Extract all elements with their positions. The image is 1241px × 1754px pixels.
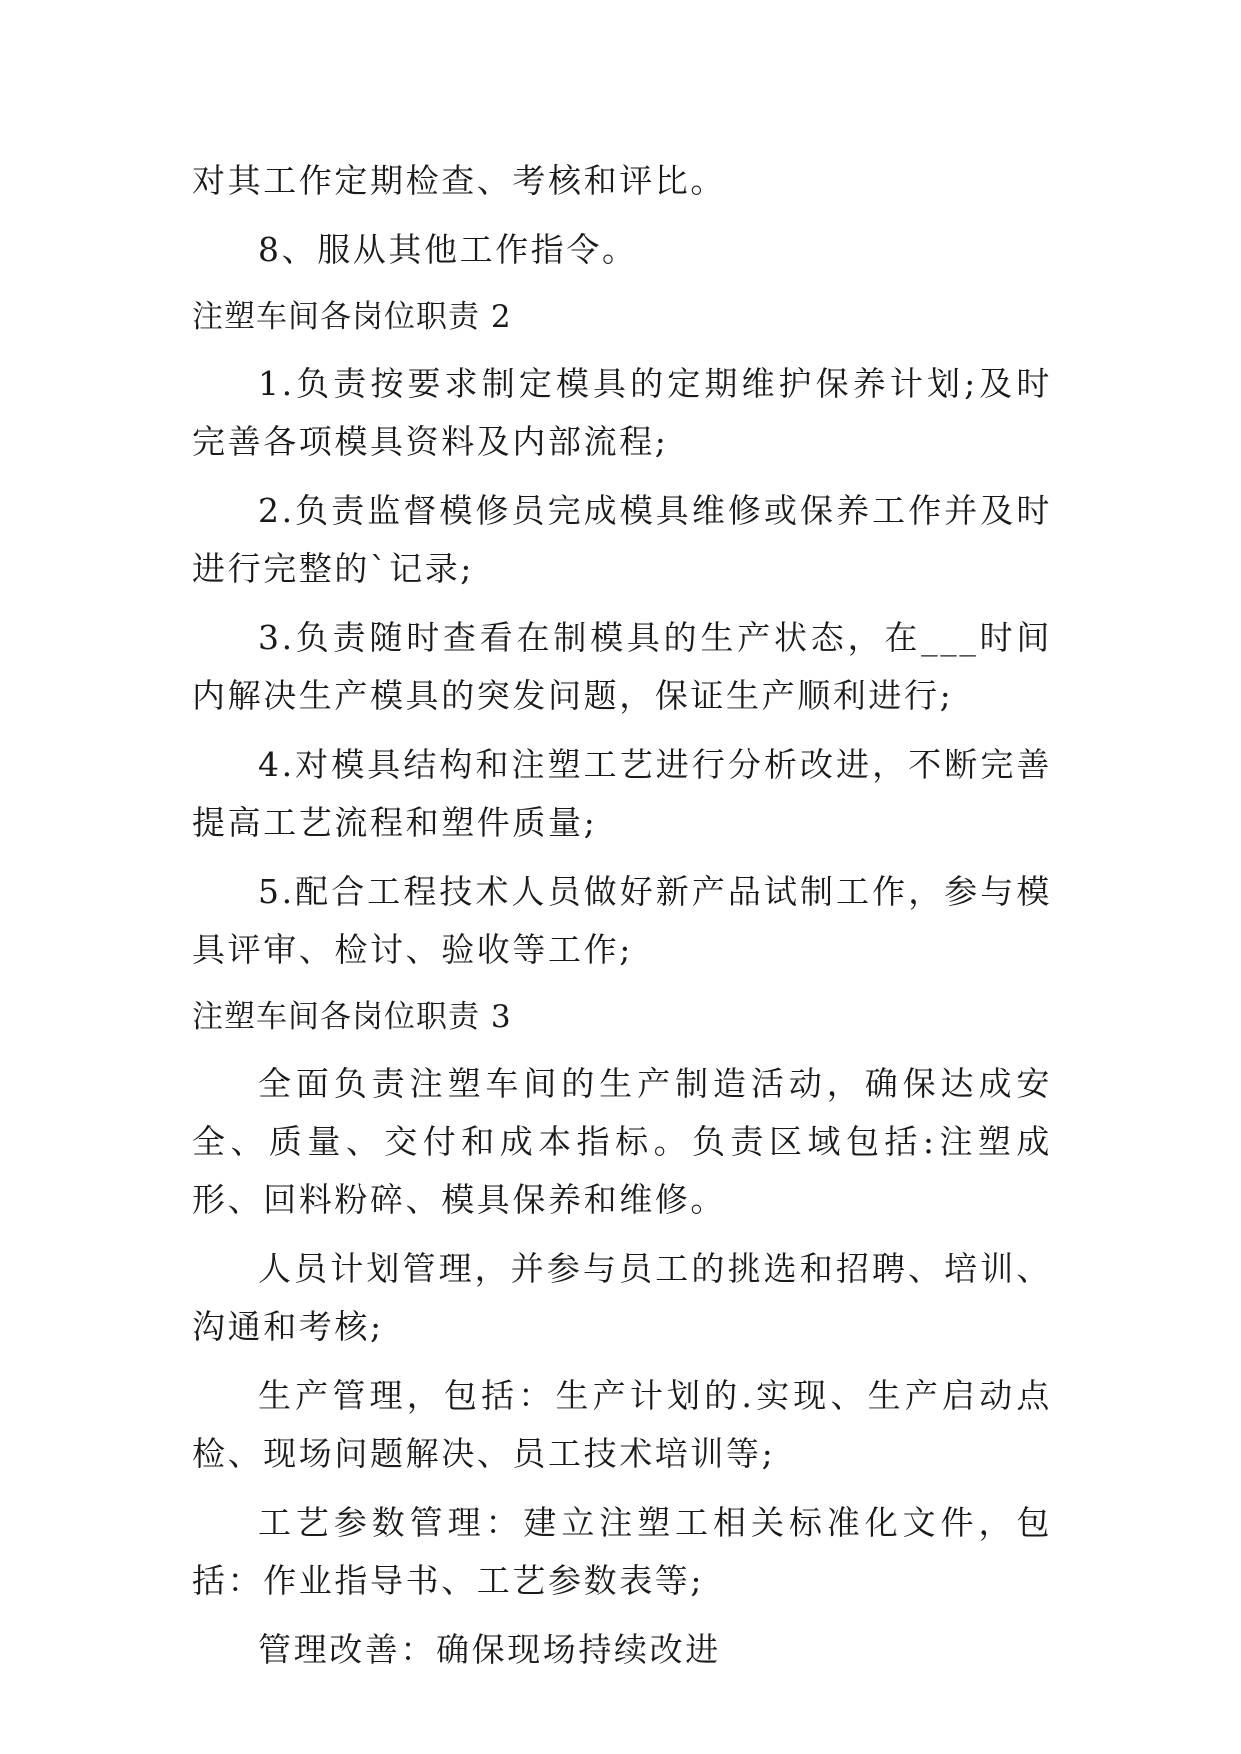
paragraph-personnel: 人员计划管理，并参与员工的挑选和招聘、培训、沟通和考核; bbox=[192, 1249, 1052, 1346]
paragraph-item-8: 8、服从其他工作指令。 bbox=[258, 230, 638, 269]
document-body bbox=[192, 152, 1052, 1690]
paragraph-item-3: 3.负责随时查看在制模具的生产状态，在___时间内解决生产模具的突发问题，保证生产顺利进行; bbox=[192, 618, 1052, 715]
paragraph-continuation: 对其工作定期检查、考核和评比。 bbox=[192, 161, 726, 200]
paragraph-overview: 全面负责注塑车间的生产制造活动，确保达成安全、质量、交付和成本指标。负责区域包括:注塑成形、回料粉碎、模具保养和维修。 bbox=[192, 1064, 1052, 1219]
section-heading-3: 注塑车间各岗位职责 3 bbox=[192, 999, 512, 1035]
paragraph-item-4: 4.对模具结构和注塑工艺进行分析改进，不断完善提高工艺流程和塑件质量; bbox=[192, 745, 1052, 842]
paragraph-item-5: 5.配合工程技术人员做好新产品试制工作，参与模具评审、检讨、验收等工作; bbox=[192, 872, 1052, 969]
paragraph-process-params: 工艺参数管理：建立注塑工相关标准化文件，包括：作业指导书、工艺参数表等; bbox=[192, 1503, 1052, 1600]
section-heading-2: 注塑车间各岗位职责 2 bbox=[192, 299, 512, 335]
paragraph-production: 生产管理，包括：生产计划的.实现、生产启动点检、现场问题解决、员工技术培训等; bbox=[192, 1376, 1052, 1473]
paragraph-improvement: 管理改善：确保现场持续改进 bbox=[258, 1630, 721, 1669]
paragraph-item-1: 1.负责按要求制定模具的定期维护保养计划;及时完善各项模具资料及内部流程; bbox=[192, 364, 1052, 461]
paragraph-item-2: 2.负责监督模修员完成模具维修或保养工作并及时进行完整的`记录; bbox=[192, 491, 1052, 588]
